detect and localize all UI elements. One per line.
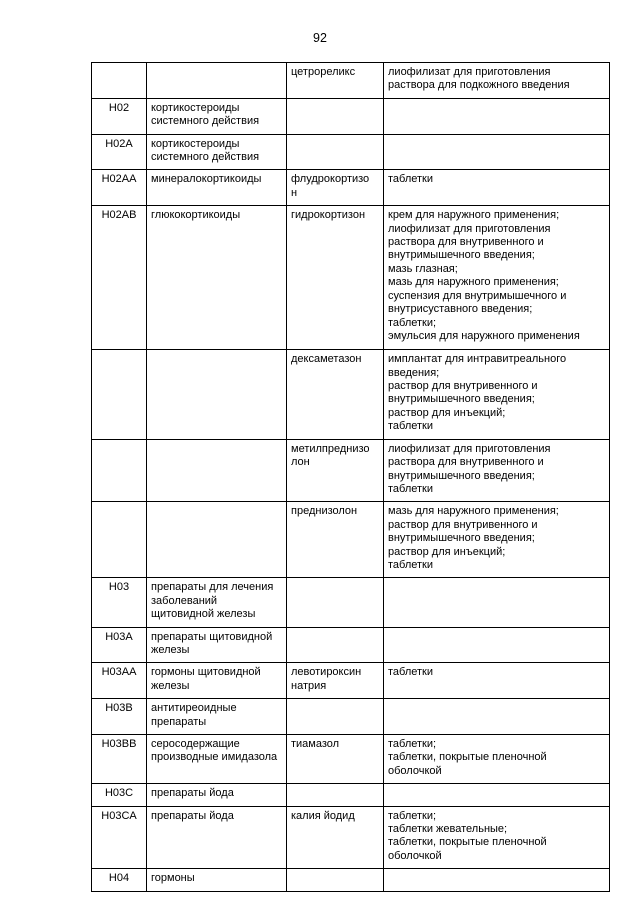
atc-code-cell: [92, 502, 147, 578]
atc-code-cell: [92, 439, 147, 502]
atc-code-cell: [92, 350, 147, 439]
drug-table: [91, 62, 610, 892]
atc-code-cell: H03B: [92, 699, 147, 735]
table-row: [92, 578, 610, 627]
substance-cell: флудрокортизо н: [287, 170, 384, 206]
atc-group-cell: препараты щитовидной железы: [147, 627, 287, 663]
substance-cell: [287, 869, 384, 891]
substance-cell: преднизолон: [287, 502, 384, 578]
atc-code-cell: H03C: [92, 784, 147, 806]
atc-code-cell: H03CA: [92, 806, 147, 869]
dosage-form-cell: [384, 134, 610, 170]
atc-group-cell: [147, 63, 287, 99]
dosage-form-cell: имплантат для интравитреального введения; раствор для внутривенного и внутримышечного введения; раствор для инъекций; таблетки: [384, 350, 610, 439]
atc-group-cell: гормоны: [147, 869, 287, 891]
atc-group-cell: препараты йода: [147, 806, 287, 869]
dosage-form-cell: таблетки; таблетки жевательные; таблетки, покрытые пленочной оболочкой: [384, 806, 610, 869]
dosage-form-cell: [384, 699, 610, 735]
dosage-form-cell: лиофилизат для приготовления раствора для подкожного введения: [384, 63, 610, 99]
dosage-form-cell: [384, 578, 610, 627]
dosage-form-cell: крем для наружного применения; лиофилизат для приготовления раствора для внутривенного и внутримышечного введения; мазь глазная; мазь для наружного применения; суспензия для внутримышечного и внутрисуставного введения; таблетки; эмульсия для наружного применения: [384, 206, 610, 350]
dosage-form-cell: таблетки; таблетки, покрытые пленочной оболочкой: [384, 735, 610, 784]
substance-cell: [287, 134, 384, 170]
substance-cell: гидрокортизон: [287, 206, 384, 350]
substance-cell: [287, 627, 384, 663]
substance-cell: дексаметазон: [287, 350, 384, 439]
table-row: [92, 98, 610, 134]
dosage-form-cell: мазь для наружного применения; раствор для внутривенного и внутримышечного введения; раствор для инъекций; таблетки: [384, 502, 610, 578]
atc-group-cell: [147, 502, 287, 578]
substance-cell: калия йодид: [287, 806, 384, 869]
substance-cell: цетрореликс: [287, 63, 384, 99]
dosage-form-cell: [384, 869, 610, 891]
table-row: [92, 350, 610, 439]
atc-group-cell: кортикостероиды системного действия: [147, 134, 287, 170]
atc-code-cell: H02AB: [92, 206, 147, 350]
table-row: [92, 63, 610, 99]
atc-code-cell: [92, 63, 147, 99]
table-row: [92, 170, 610, 206]
atc-group-cell: гормоны щитовидной железы: [147, 663, 287, 699]
atc-code-cell: H03AA: [92, 663, 147, 699]
table-row: [92, 784, 610, 806]
atc-code-cell: H02: [92, 98, 147, 134]
dosage-form-cell: [384, 627, 610, 663]
dosage-form-cell: [384, 784, 610, 806]
substance-cell: [287, 699, 384, 735]
atc-group-cell: минералокортикоиды: [147, 170, 287, 206]
table-row: [92, 869, 610, 891]
page-number: 92: [313, 31, 327, 45]
atc-group-cell: глюкокортикоиды: [147, 206, 287, 350]
table-row: [92, 806, 610, 869]
atc-group-cell: препараты для лечения заболеваний щитовидной железы: [147, 578, 287, 627]
table-row: [92, 663, 610, 699]
atc-code-cell: H02AA: [92, 170, 147, 206]
atc-code-cell: H03A: [92, 627, 147, 663]
atc-group-cell: препараты йода: [147, 784, 287, 806]
atc-code-cell: H03: [92, 578, 147, 627]
dosage-form-cell: лиофилизат для приготовления раствора для внутривенного и внутримышечного введения; таблетки: [384, 439, 610, 502]
substance-cell: тиамазол: [287, 735, 384, 784]
atc-code-cell: H02A: [92, 134, 147, 170]
table-row: [92, 439, 610, 502]
dosage-form-cell: таблетки: [384, 170, 610, 206]
table-row: [92, 699, 610, 735]
table-row: [92, 735, 610, 784]
dosage-form-cell: [384, 98, 610, 134]
table-row: [92, 502, 610, 578]
atc-group-cell: антитиреоидные препараты: [147, 699, 287, 735]
substance-cell: метилпреднизо лон: [287, 439, 384, 502]
substance-cell: [287, 98, 384, 134]
table-row: [92, 206, 610, 350]
substance-cell: [287, 578, 384, 627]
atc-group-cell: [147, 439, 287, 502]
substance-cell: [287, 784, 384, 806]
atc-group-cell: кортикостероиды системного действия: [147, 98, 287, 134]
table-row: [92, 627, 610, 663]
table-row: [92, 134, 610, 170]
atc-code-cell: H03BB: [92, 735, 147, 784]
atc-group-cell: [147, 350, 287, 439]
atc-group-cell: серосодержащие производные имидазола: [147, 735, 287, 784]
dosage-form-cell: таблетки: [384, 663, 610, 699]
atc-code-cell: H04: [92, 869, 147, 891]
substance-cell: левотироксин натрия: [287, 663, 384, 699]
